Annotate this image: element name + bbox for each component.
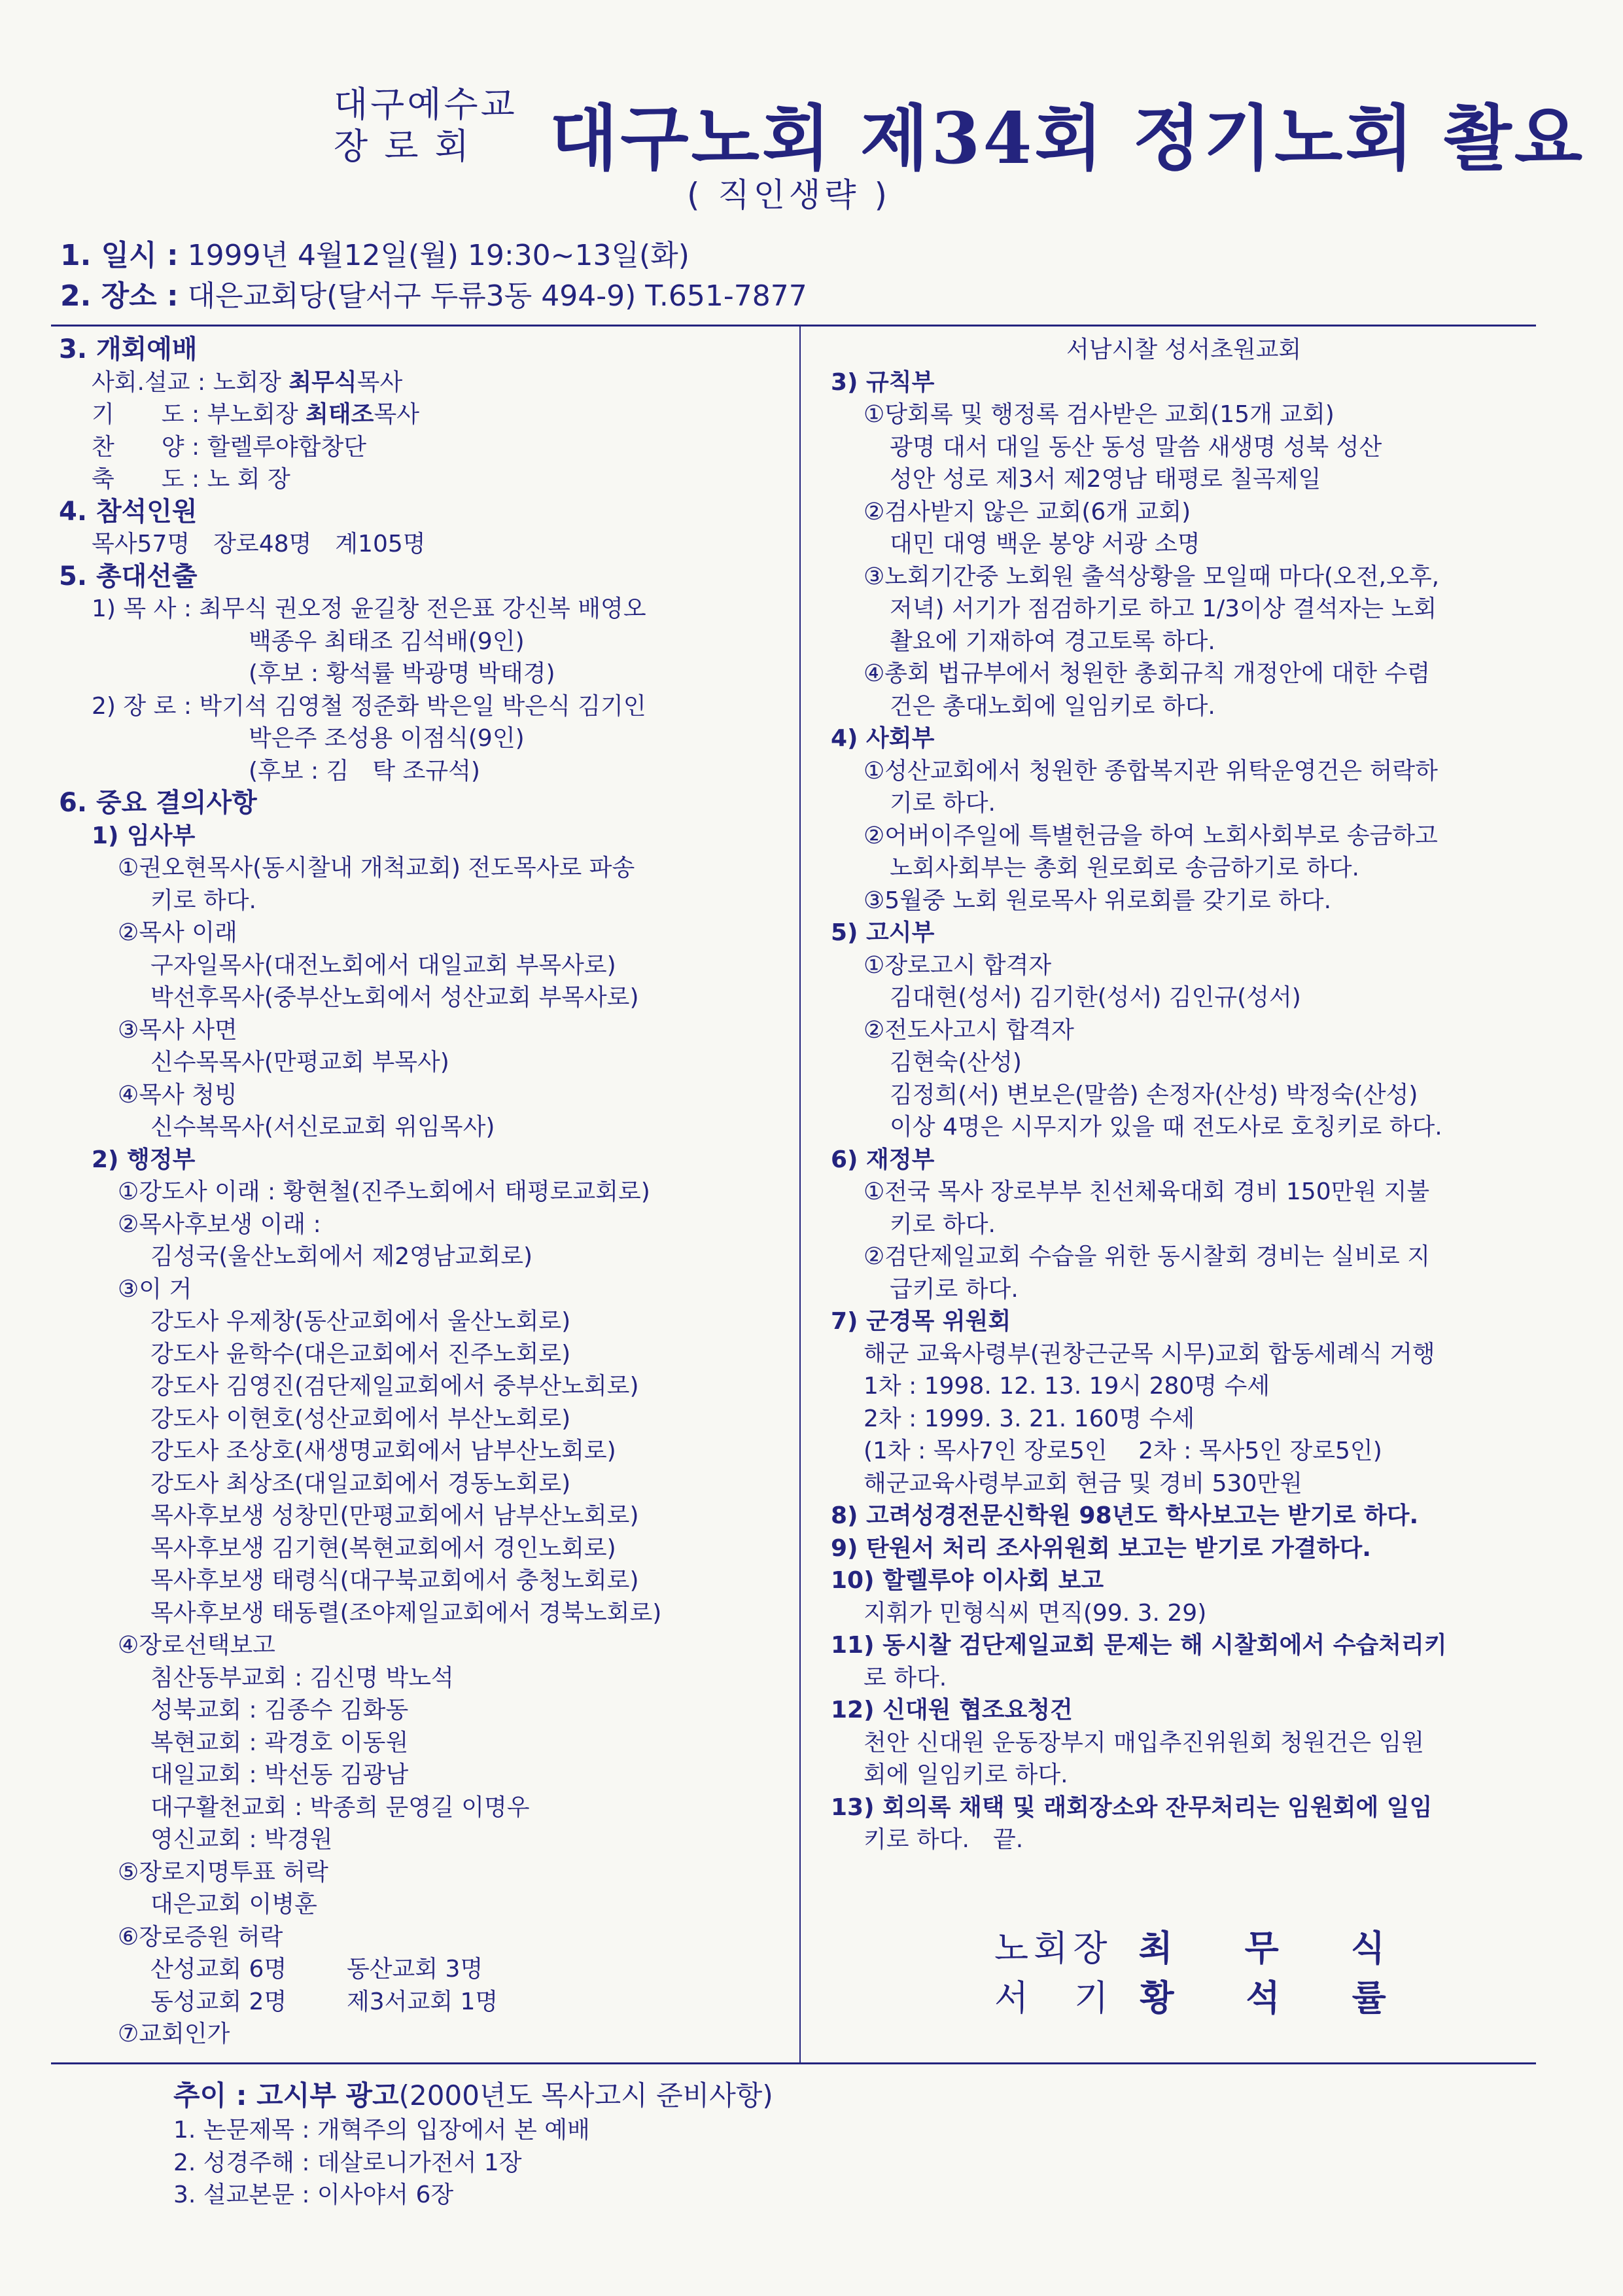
text-line: 김대현(성서) 김기한(성서) 김인규(성서): [890, 984, 1301, 1011]
footer-title: 추이 : 고시부 광고(2000년도 목사고시 준비사항): [173, 2079, 773, 2111]
footer-item: 1. 논문제목 : 개혁주의 입장에서 본 예배: [173, 2117, 590, 2144]
subsection-title: 11) 동시찰 검단제일교회 문제는 해 시찰회에서 수습처리키: [831, 1632, 1447, 1659]
text-line: ③이 거: [118, 1275, 192, 1303]
text-line: 대민 대영 백운 봉양 서광 소명: [890, 531, 1200, 557]
column-divider: [799, 326, 801, 2062]
text-line: ③목사 사면: [118, 1016, 237, 1044]
footer-notice: [173, 2077, 773, 2212]
signature-clerk: [994, 1973, 1458, 2023]
org-name-line2: 장 로 회: [334, 126, 472, 167]
text-line: 박은주 조성용 이점식(9인): [249, 725, 525, 752]
text-line: 1차 : 1998. 12. 13. 19시 280명 수세: [864, 1373, 1270, 1400]
text-line: ①장로고시 합격자: [864, 951, 1052, 979]
text-line: 성안 성로 제3서 제2영남 태평로 칠곡제일: [890, 466, 1321, 493]
signature-name: 최무식: [1138, 1928, 1457, 1969]
footer-item: 2. 성경주해 : 데살로니가전서 1장: [173, 2149, 522, 2176]
text-line: 2) 장 로 : 박기석 김영철 정준화 박은일 박은식 김기인: [92, 692, 646, 720]
text-line: 복현교회 : 곽경호 이동원: [150, 1729, 409, 1756]
signature-role: 노회장: [994, 1928, 1113, 1969]
text-line: 김현숙(산성): [890, 1049, 1022, 1076]
text-line: 지휘가 민형식씨 면직(99. 3. 29): [864, 1599, 1207, 1627]
text-line: 키로 하다.: [150, 887, 256, 914]
left-column: [59, 334, 792, 2051]
text-line: ②전도사고시 합격자: [864, 1016, 1074, 1044]
org-name-line1: 대구예수교: [334, 84, 517, 125]
text-line: 신수복목사(서신로교회 위임목사): [150, 1114, 495, 1140]
subsection-title: 13) 회의록 채택 및 래회장소와 잔무처리는 임원회에 일임: [831, 1793, 1433, 1821]
subsection-title: 12) 신대원 협조요청건: [831, 1697, 1073, 1723]
text-line: 김성국(울산노회에서 제2영남교회로): [150, 1243, 533, 1270]
subsection-title: 7) 군경목 위원회: [831, 1308, 1011, 1335]
text-line: 강도사 김영진(검단제일교회에서 중부산노회로): [150, 1373, 639, 1400]
text-line: 산성교회 6명 동산교회 3명: [150, 1956, 483, 1983]
subsection-title: 8) 고려성경전문신학원 98년도 학사보고는 받기로 하다.: [831, 1502, 1419, 1529]
text-line: (후보 : 김 탁 조규석): [249, 757, 480, 785]
text-line: 목사57명 장로48명 계105명: [92, 531, 426, 557]
document-title: 대구노회 제34회 정기노회 촬요: [550, 97, 1586, 180]
text-line: 서남시찰 성서초원교회: [1066, 336, 1302, 363]
text-line: 노회사회부는 총회 원로회로 송금하기로 하다.: [890, 855, 1359, 881]
text-line: 기로 하다.: [890, 790, 996, 817]
text-line: ②어버이주일에 특별헌금을 하여 노회사회부로 송금하고: [864, 822, 1438, 849]
section-delegates-title: 5. 총대선출: [59, 561, 198, 592]
text-line: 이상 4명은 시무지가 있을 때 전도사로 호칭키로 하다.: [890, 1114, 1442, 1140]
text-line: 대은교회 이병훈: [150, 1891, 317, 1918]
text-line: ④총회 법규부에서 청원한 총회규칙 개정안에 대한 수렴: [864, 660, 1431, 687]
text-line: 강도사 우제창(동산교회에서 울산노회로): [150, 1308, 571, 1335]
text-line: 신수목목사(만평교회 부목사): [150, 1049, 449, 1076]
signature-role: 서 기: [994, 1977, 1114, 2019]
text-line: 광명 대서 대일 동산 동성 말씀 새생명 성북 성산: [890, 433, 1382, 461]
text-line: 찬 양 : 할렐루야합창단: [92, 433, 366, 461]
text-line: 회에 일임키로 하다.: [864, 1761, 1068, 1788]
text-line: 목사후보생 태동렬(조야제일교회에서 경북노회로): [150, 1599, 662, 1627]
place-value: 대은교회당(달서구 두류3동 494-9) T.651-7877: [187, 279, 807, 313]
text-line: (후보 : 황석률 박광명 박태경): [249, 660, 555, 687]
text-line: ⑦교회인가: [118, 2021, 230, 2047]
text-line: 해군 교육사령부(권창근군목 시무)교회 합동세례식 거행: [864, 1340, 1435, 1368]
text-line: (1차 : 목사7인 장로5인 2차 : 목사5인 장로5인): [864, 1438, 1382, 1464]
place-line: [60, 278, 807, 315]
text-line: 로 하다.: [864, 1664, 947, 1691]
footer-item: 3. 설교본문 : 이사야서 6장: [173, 2181, 454, 2208]
text-line: 침산동부교회 : 김신명 박노석: [150, 1664, 454, 1691]
subsection-title: 10) 할렐루야 이사회 보고: [831, 1567, 1104, 1594]
text-line: ③5월중 노회 원로목사 위로회를 갖기로 하다.: [864, 887, 1332, 914]
text-line: 영신교회 : 박경원: [150, 1826, 333, 1853]
text-line: 천안 신대원 운동장부지 매입추진위원회 청원건은 임원: [864, 1729, 1425, 1756]
right-column: [831, 334, 1537, 1856]
text-line: 동성교회 2명 제3서교회 1명: [150, 1988, 498, 2015]
bottom-divider: [51, 2062, 1536, 2064]
section-opening-worship-title: 3. 개회예배: [59, 334, 198, 364]
document-subtitle: ( 직인생략 ): [687, 176, 892, 214]
text-line: 2차 : 1999. 3. 21. 160명 수세: [864, 1405, 1195, 1432]
text-line: 대일교회 : 박선동 김광남: [150, 1761, 409, 1788]
text-line: ①전국 목사 장로부부 친선체육대회 경비 150만원 지불: [864, 1178, 1430, 1205]
text-line: 목사후보생 김기현(복현교회에서 경인노회로): [150, 1534, 616, 1562]
text-line: 목사후보생 태령식(대구북교회에서 충청노회로): [150, 1567, 639, 1594]
text-line: 강도사 윤학수(대은교회에서 진주노회로): [150, 1340, 571, 1368]
subsection-title: 5) 고시부: [831, 919, 935, 946]
subsection-title: 9) 탄원서 처리 조사위원회 보고는 받기로 가결하다.: [831, 1534, 1371, 1562]
text-line: ②검사받지 않은 교회(6개 교회): [864, 498, 1191, 525]
text-line: ②목사 이래: [118, 919, 237, 946]
subsection-title: 6) 재정부: [831, 1146, 935, 1173]
text-line: ④목사 청빙: [118, 1081, 237, 1108]
subsection-title: 2) 행정부: [92, 1146, 196, 1173]
date-value: 1999년 4월12일(월) 19:30~13일(화): [187, 239, 689, 272]
text-line: 목사후보생 성창민(만평교회에서 남부산노회로): [150, 1502, 639, 1529]
section-attendance-title: 4. 참석인원: [59, 496, 198, 527]
text-line: 1) 목 사 : 최무식 권오정 윤길창 전은표 강신복 배영오: [92, 595, 646, 622]
section-resolutions-title: 6. 중요 결의사항: [59, 788, 257, 818]
text-line: 키로 하다. 끝.: [864, 1826, 1024, 1853]
place-label: 2. 장소 :: [60, 279, 179, 313]
text-line: 저녁) 서기가 점검하기로 하고 1/3이상 결석자는 노회: [890, 595, 1437, 622]
text-line: ①권오현목사(동시찰내 개척교회) 전도목사로 파송: [118, 855, 635, 881]
text-line: 구자일목사(대전노회에서 대일교회 부목사로): [150, 951, 616, 979]
text-line: ③노회기간중 노회원 출석상황을 모일때 마다(오전,오후,: [864, 563, 1440, 590]
text-line: 성북교회 : 김종수 김화동: [150, 1697, 409, 1723]
text-line: 축 도 : 노 회 장: [92, 466, 290, 493]
text-line: ⑤장로지명투표 허락: [118, 1858, 328, 1886]
text-line: 해군교육사령부교회 현금 및 경비 530만원: [864, 1470, 1302, 1497]
text-line: 김정희(서) 변보은(말씀) 손정자(산성) 박정숙(산성): [890, 1081, 1418, 1108]
text-line: 사회.설교 : 노회장 최무식목사: [92, 368, 403, 396]
text-line: 강도사 최상조(대일교회에서 경동노회로): [150, 1470, 571, 1497]
text-line: ④장로선택보고: [118, 1632, 275, 1659]
date-line: [60, 238, 689, 274]
text-line: ⑥장로증원 허락: [118, 1923, 283, 1951]
text-line: ①강도사 이래 : 황현철(진주노회에서 태평로교회로): [118, 1178, 650, 1205]
text-line: 건은 총대노회에 일임키로 하다.: [890, 692, 1215, 720]
text-line: 강도사 조상호(새생명교회에서 남부산노회로): [150, 1438, 616, 1464]
text-line: ②검단제일교회 수습을 위한 동시찰회 경비는 실비로 지: [864, 1243, 1431, 1270]
text-line: 박선후목사(중부산노회에서 성산교회 부목사로): [150, 984, 639, 1011]
date-label: 1. 일시 :: [60, 239, 179, 272]
text-line: 키로 하다.: [890, 1210, 996, 1238]
top-divider: [51, 325, 1536, 327]
text-line: 백종우 최태조 김석배(9인): [249, 627, 525, 655]
subsection-title: 4) 사회부: [831, 725, 935, 752]
text-line: ②목사후보생 이래 :: [118, 1210, 321, 1238]
text-line: ①당회록 및 행정록 검사받은 교회(15개 교회): [864, 401, 1335, 428]
subsection-title: 1) 임사부: [92, 822, 196, 849]
text-line: 대구활천교회 : 박종희 문영길 이명우: [150, 1793, 530, 1821]
text-line: 기 도 : 부노회장 최태조목사: [92, 401, 420, 428]
text-line: ①성산교회에서 청원한 종합복지관 위탁운영건은 허락하: [864, 757, 1438, 785]
text-line: 강도사 이현호(성산교회에서 부산노회로): [150, 1405, 571, 1432]
subsection-title: 3) 규칙부: [831, 368, 935, 396]
signature-name: 황석률: [1140, 1977, 1458, 2019]
signature-moderator: [994, 1924, 1457, 1973]
text-line: 촬요에 기재하여 경고토록 하다.: [890, 627, 1215, 655]
text-line: 급키로 하다.: [890, 1275, 1019, 1303]
